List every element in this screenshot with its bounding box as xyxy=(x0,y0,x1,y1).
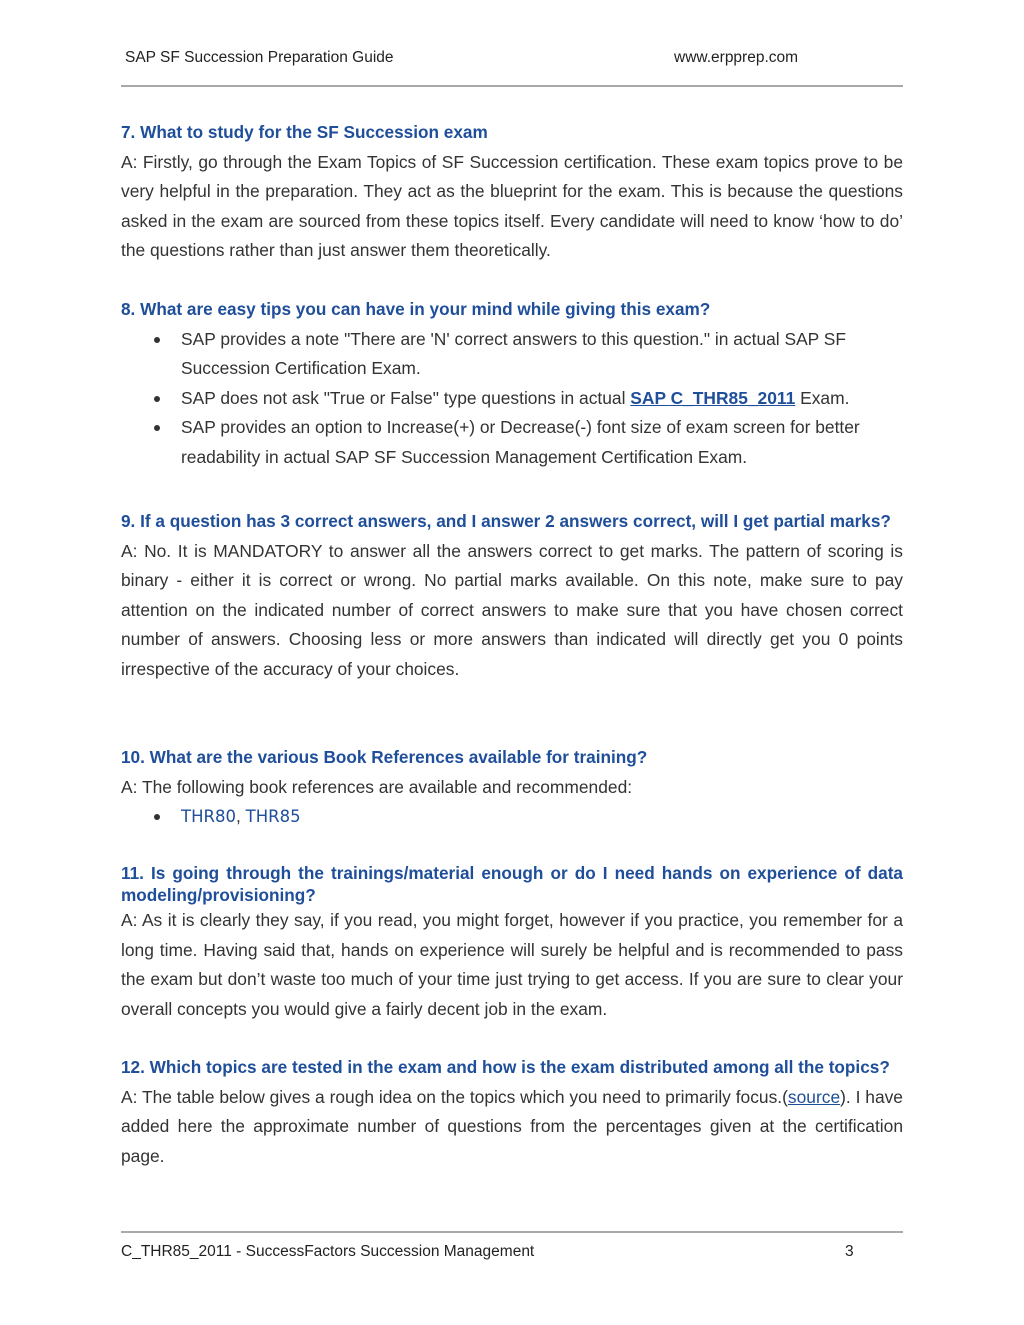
answer-text-end: ). I have added here the approximate number of questions from the percentages given at the certification page. xyxy=(121,1086,903,1166)
question-9-answer: A: No. It is MANDATORY to answer all the answers correct to get marks. The pattern of scoring is binary - either it is correct or wrong. No partial marks available. On this note, make sure to pay attention on the indicated number of correct answers to make sure that you have chosen correct number of answers. Choosing less or more answers than indicated will directly get you 0 points irrespective of the accuracy of your choices. xyxy=(121,540,903,679)
question-7-heading: 7. What to study for the SF Succession exam xyxy=(121,122,488,142)
document-title: SAP SF Succession Preparation Guide xyxy=(125,49,394,66)
exam-code-link[interactable]: SAP C_THR85_2011 xyxy=(630,387,796,408)
book-thr85-link[interactable]: THR85 xyxy=(245,807,301,826)
bullet-icon xyxy=(154,337,160,343)
tip-text-start: SAP does not ask "True or False" type questions in actual xyxy=(181,387,631,408)
book-separator: , xyxy=(235,806,246,826)
tips-list xyxy=(121,325,903,473)
question-9 xyxy=(121,507,903,684)
question-12 xyxy=(121,1053,903,1171)
footer-divider xyxy=(121,1231,903,1233)
question-10 xyxy=(121,743,903,832)
question-11-heading: 11. Is going through the trainings/material enough or do I need hands on experience of data modeling/provisioning? xyxy=(121,863,903,905)
header-divider xyxy=(121,85,903,87)
question-11-answer: A: As it is clearly they say, if you read, you might forget, however if you practice, you remember for a long time. Having said that, hands on experience will surely be helpful and is recommended to pass the exam but don’t waste too much of your time just trying to get access. If you are sure to clear your overall concepts you would give a fairly decent job in the exam. xyxy=(121,910,903,1019)
list-item xyxy=(121,325,903,384)
book-thr80-link[interactable]: THR80 xyxy=(181,807,236,826)
website-url: www.erpprep.com xyxy=(674,49,799,66)
question-10-answer: A: The following book references are available and recommended: xyxy=(121,776,633,797)
list-item xyxy=(121,384,903,414)
answer-text-start: A: The table below gives a rough idea on the topics which you need to primarily focus.( xyxy=(121,1086,788,1107)
question-11 xyxy=(121,862,903,1024)
bullet-icon xyxy=(154,396,160,402)
bullet-icon xyxy=(154,425,160,431)
bullet-icon xyxy=(154,814,160,820)
footer-exam-title: C_THR85_2011 - SuccessFactors Succession Management xyxy=(121,1243,535,1260)
list-item xyxy=(121,413,903,472)
question-8-heading: 8. What are easy tips you can have in your mind while giving this exam? xyxy=(121,299,711,319)
question-7-answer: A: Firstly, go through the Exam Topics of SF Succession certification. These exam topics prove to be very helpful in the preparation. They act as the blueprint for the exam. This is because the questions asked in the exam are sourced from these topics itself. Every candidate will need to know ‘how to do’ the questions rather than just answer them theoretically. xyxy=(121,151,903,260)
question-8 xyxy=(121,295,903,472)
question-10-heading: 10. What are the various Book References available for training? xyxy=(121,747,648,767)
question-12-heading: 12. Which topics are tested in the exam and how is the exam distributed among all the topics? xyxy=(121,1057,890,1077)
question-7 xyxy=(121,118,903,266)
tip-text-end: Exam. xyxy=(795,387,850,408)
question-12-answer xyxy=(121,1083,903,1172)
source-link[interactable]: source xyxy=(787,1086,841,1107)
tip-text: SAP provides a note "There are 'N' correct answers to this question." in actual SAP SF Succession Certification Exam. xyxy=(181,328,847,378)
page-number: 3 xyxy=(845,1243,854,1260)
tip-text: SAP provides an option to Increase(+) or Decrease(-) font size of exam screen for better readability in actual SAP SF Succession Management Certification Exam. xyxy=(181,417,860,467)
list-item xyxy=(121,802,903,832)
book-list xyxy=(121,802,903,832)
question-9-heading: 9. If a question has 3 correct answers, and I answer 2 answers correct, will I get partial marks? xyxy=(121,511,891,531)
